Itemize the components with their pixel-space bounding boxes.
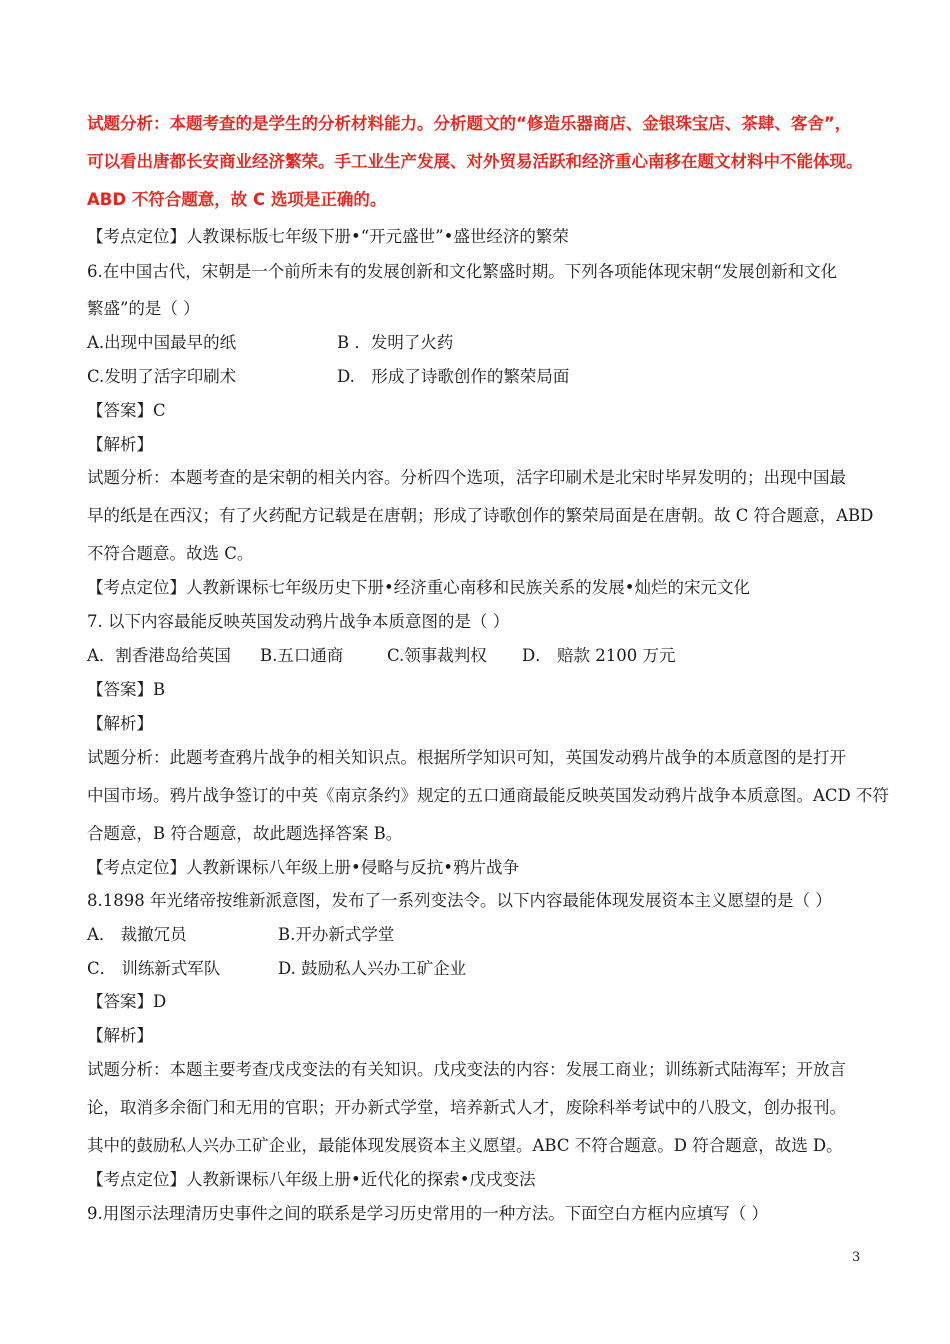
q6-option-d: D. 形成了诗歌创作的繁荣局面 <box>337 367 570 386</box>
q5-analysis-line-1: 试题分析：本题考查的是学生的分析材料能力。分析题文的“修造乐器商店、金银珠宝店、茶肆、客舍”， <box>87 114 852 133</box>
q6-analysis-line-2: 早的纸是在西汉；有了火药配方记载是在唐朝；形成了诗歌创作的繁荣局面是在唐朝。故 C 符合题意，ABD <box>87 506 874 525</box>
q6-option-a: A.出现中国最早的纸 <box>87 333 237 352</box>
q7-analysis-label: 【解析】 <box>87 714 153 733</box>
q5-point: 【考点定位】人教课标版七年级下册•“开元盛世”•盛世经济的繁荣 <box>87 227 569 246</box>
q7-point: 【考点定位】人教新课标八年级上册•侵略与反抗•鸦片战争 <box>87 858 519 877</box>
q8-option-b: B.开办新式学堂 <box>278 925 395 944</box>
q7-stem: 7. 以下内容最能反映英国发动鸦片战争本质意图的是（ ） <box>87 612 510 631</box>
q7-analysis-line-3: 合题意，B 符合题意，故此题选择答案 B。 <box>87 824 403 843</box>
q8-analysis-line-1: 试题分析：本题主要考查戊戌变法的有关知识。戊戌变法的内容：发展工商业；训练新式陆海军；开放言 <box>87 1060 846 1079</box>
q8-option-d: D. 鼓励私人兴办工矿企业 <box>278 959 467 978</box>
q7-answer: 【答案】B <box>87 680 166 699</box>
page-number: 3 <box>852 1250 861 1265</box>
q6-stem-line-1: 6.在中国古代，宋朝是一个前所未有的发展创新和文化繁盛时期。下列各项能体现宋朝“发展创新和文化 <box>87 262 838 281</box>
q7-option-b: B.五口通商 <box>260 646 344 665</box>
q8-option-c: C． 训练新式军队 <box>87 959 221 978</box>
q8-point: 【考点定位】人教新课标八年级上册•近代化的探索•戊戌变法 <box>87 1170 536 1189</box>
q8-analysis-line-2: 论，取消多余衙门和无用的官职；开办新式学堂，培养新式人才，废除科举考试中的八股文，创办报刊。 <box>87 1098 846 1117</box>
q6-point: 【考点定位】人教新课标七年级历史下册•经济重心南移和民族关系的发展•灿烂的宋元文化 <box>87 578 750 597</box>
q7-option-d: D． 赔款 2100 万元 <box>522 646 676 665</box>
q6-analysis-label: 【解析】 <box>87 435 153 454</box>
q7-option-c: C.领事裁判权 <box>387 646 487 665</box>
q7-analysis-line-2: 中国市场。鸦片战争签订的中英《南京条约》规定的五口通商最能反映英国发动鸦片战争本质意图。ACD 不符 <box>87 786 890 805</box>
q6-option-c: C.发明了活字印刷术 <box>87 367 237 386</box>
q7-analysis-line-1: 试题分析：此题考查鸦片战争的相关知识点。根据所学知识可知，英国发动鸦片战争的本质意图的是打开 <box>87 748 846 767</box>
q8-analysis-line-3: 其中的鼓励私人兴办工矿企业，最能体现发展资本主义愿望。ABC 不符合题意。D 符合题意，故选 D。 <box>87 1136 843 1155</box>
q9-stem: 9.用图示法理清历史事件之间的联系是学习历史常用的一种方法。下面空白方框内应填写（ ） <box>87 1204 768 1223</box>
q6-analysis-line-1: 试题分析：本题考查的是宋朝的相关内容。分析四个选项，活字印刷术是北宋时毕昇发明的；出现中国最 <box>87 468 846 487</box>
q5-analysis-line-3: ABD 不符合题意，故 C 选项是正确的。 <box>87 190 387 209</box>
q8-option-a: A． 裁撤冗员 <box>87 925 187 944</box>
q8-answer: 【答案】D <box>87 992 167 1011</box>
q6-stem-line-2: 繁盛”的是（ ） <box>87 299 200 318</box>
q6-option-b: B ．发明了火药 <box>337 333 454 352</box>
q8-stem: 8.1898 年光绪帝按维新派意图，发布了一系列变法令。以下内容最能体现发展资本主义愿望的是（ ） <box>87 891 832 910</box>
q5-analysis-line-2: 可以看出唐都长安商业经济繁荣。手工业生产发展、对外贸易活跃和经济重心南移在题文材料中不能体现。 <box>87 152 863 171</box>
q6-answer: 【答案】C <box>87 401 166 420</box>
q6-analysis-line-3: 不符合题意。故选 C。 <box>87 544 254 563</box>
q7-option-a: A．割香港岛给英国 <box>87 646 231 665</box>
q8-analysis-label: 【解析】 <box>87 1026 153 1045</box>
